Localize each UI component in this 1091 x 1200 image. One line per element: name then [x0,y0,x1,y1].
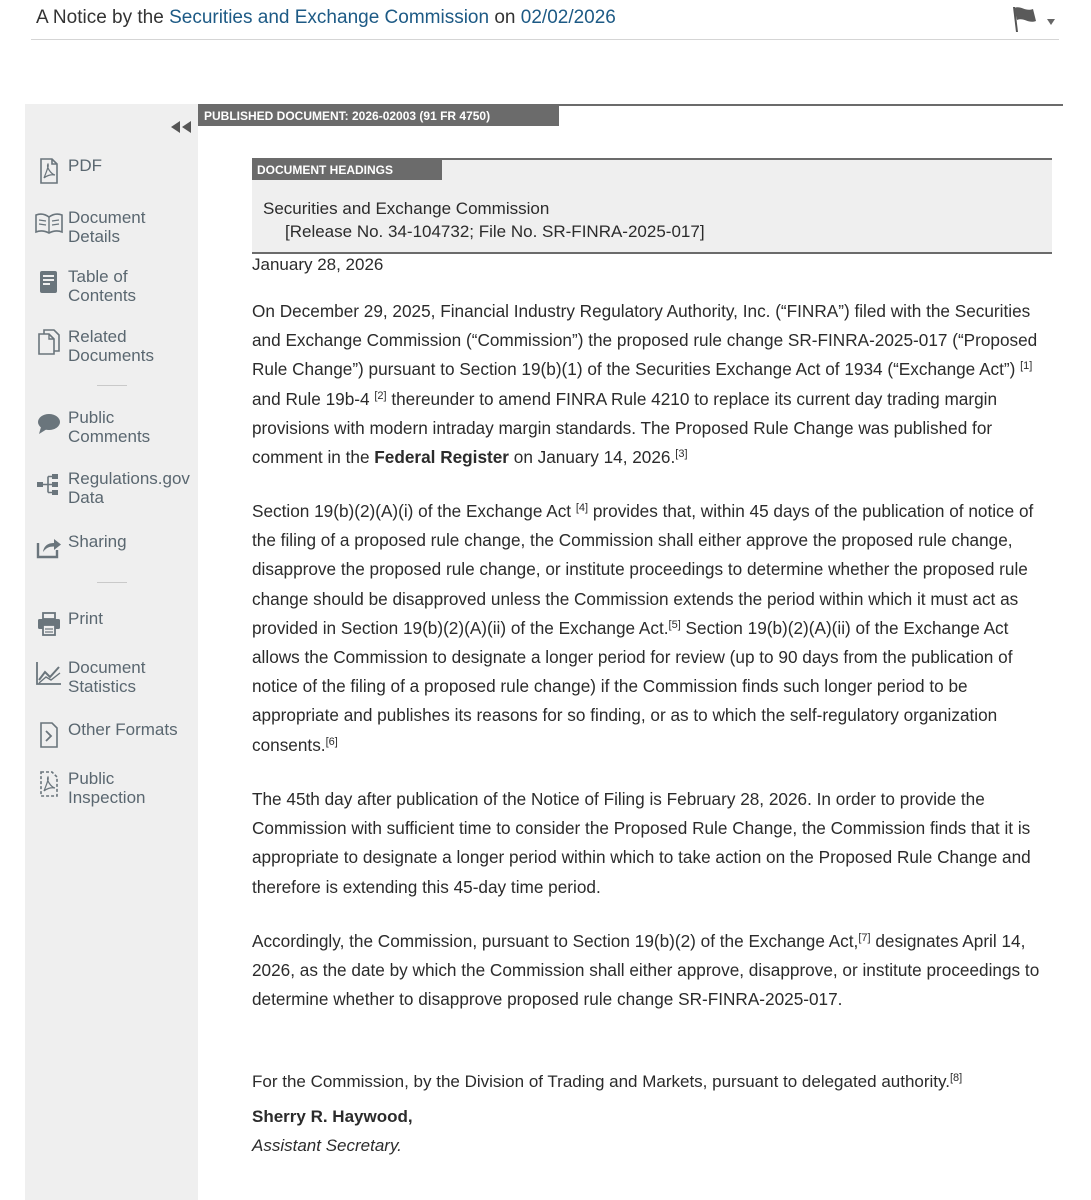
paragraph-3: The 45th day after publication of the Notice of Filing is February 28, 2026. In order to provide the Commission with sufficient time to consider the Proposed Rule Change, the Commission finds that it is appropriate to designate a longer period within which to take action on the Proposed Rule Change and therefore is extending this 45-day time period. [252,789,1031,897]
federal-register-term: Federal Register [374,447,509,468]
footnote-5-link[interactable]: [5] [668,618,681,631]
footnote-4-link[interactable]: [4] [575,502,589,514]
sidebar-item-other-formats[interactable] [35,720,200,748]
sidebar-item-label: Regulations.gov Data [68,469,190,507]
sidebar-item-label: Public Inspection [68,769,146,807]
headings-agency: Securities and Exchange Commission [263,199,550,218]
sidebar-item-label: Other Formats [68,720,178,739]
signature-statement: For the Commission, by the Division of Trading and Markets, pursuant to delegated authority.[8] [252,1072,963,1091]
share-icon [35,534,63,560]
sidebar-divider [97,385,127,386]
document-sidebar [25,104,198,1200]
paragraph-2: Section 19(b)(2)(A)(i) of the Exchange Act [4] provides that, within 45 days of the publication of notice of the filing of a proposed rule change, the Commission shall either approve the proposed rule change, disapprove the proposed rule change, or institute proceedings to determine whether the proposed rule change should be disapproved unless the Commission extends the period within which it must act as provided in Section 19(b)(2)(A)(ii) of the Exchange Act.[5] Section 19(b)(2)(A)(ii) of the Exchange Act allows the Commission to designate a longer period for review (up to 90 days from the publication of notice of the filing of a proposed rule change) if the Commission finds such longer period to be appropriate and publishes its reasons for so finding, or as to which the self-regulatory organization consents.[6] [252,501,1034,755]
double-chevron-left-icon [170,120,192,134]
footnote-8-link[interactable]: [8] [949,1072,963,1084]
paragraph-4: Accordingly, the Commission, pursuant to Section 19(b)(2) of the Exchange Act,[7] designates April 14, 2026, as the date by which the Commission shall either approve, disapprove, or institute proceedings to determine whether to disapprove proposed rule change SR-FINRA-2025-017. [252,931,1040,1010]
sidebar-item-related-documents[interactable] [35,327,200,365]
document-headings-label: DOCUMENT HEADINGS [252,160,442,180]
flag-dropdown-button[interactable] [1009,4,1057,34]
sidebar-item-table-of-contents[interactable] [35,267,200,305]
publication-date-link[interactable]: 02/02/2026 [520,7,616,28]
footnote-7-link[interactable]: [7] [858,932,871,944]
sidebar-divider [97,582,127,583]
sidebar-item-sharing[interactable] [35,532,200,560]
sidebar-item-label: Related Documents [68,327,154,365]
sidebar-item-print[interactable] [35,609,200,637]
comment-icon [35,410,63,436]
sidebar-item-label: Document Statistics [68,658,146,696]
document-body [198,104,1063,1200]
headings-release: [Release No. 34-104732; File No. SR-FINRA-2025-017] [285,222,705,241]
sidebar-item-label: Print [68,609,103,628]
formats-icon [35,722,63,748]
sidebar-item-document-statistics[interactable] [35,658,200,696]
sidebar-item-label: PDF [68,156,102,175]
share-tree-icon [35,471,63,497]
book-icon [35,210,63,236]
collapse-sidebar-button[interactable] [170,120,192,134]
inspection-icon [35,771,63,797]
notice-byline [36,7,616,29]
sidebar-item-regulations-gov-data[interactable] [35,469,200,507]
document-header [31,0,1059,40]
published-document-label: PUBLISHED DOCUMENT: 2026-02003 (91 FR 4750) [198,106,559,126]
footnote-2-link[interactable]: [2] [374,389,387,402]
footnote-1-link[interactable]: [1] [1020,360,1033,373]
footnote-6-link[interactable]: [6] [325,735,338,748]
chevron-down-icon [1047,19,1055,25]
flag-icon [1009,4,1057,34]
signer-name: Sherry R. Haywood, [252,1107,413,1126]
print-icon [35,611,63,637]
document-headings [252,158,1052,254]
notice-on: on [494,7,516,28]
document-date: January 28, 2026 [252,255,384,274]
pdf-icon [35,158,63,184]
documents-icon [35,329,63,355]
signer-title: Assistant Secretary. [252,1136,402,1155]
sidebar-item-label: Public Comments [68,408,151,446]
sidebar-item-public-inspection[interactable] [35,769,200,807]
sidebar-item-public-comments[interactable] [35,408,200,446]
paragraph-1: On December 29, 2025, Financial Industry Regulatory Authority, Inc. (“FINRA”) filed with the Securities and Exchange Commission (“Commission”) the proposed rule change SR-FINRA-2025-017 (“Proposed Rule Change”) pursuant to Section 19(b)(1) of the Securities Exchange Act of 1934 (“Exchange Act”) [1] and Rule 19b-4 [2] thereunder to amend FINRA Rule 4210 to replace its current day trading margin provisions with modern intraday margin standards. The Proposed Rule Change was published for comment in the Federal Register on January 14, 2026.[3] [252,301,1038,468]
footnote-3-link[interactable]: [3] [675,448,688,461]
notice-prefix: A Notice by the [36,7,164,28]
sidebar-item-pdf[interactable] [35,156,200,184]
agency-link[interactable]: Securities and Exchange Commission [169,7,490,28]
sidebar-item-label: Sharing [68,532,127,551]
sidebar-item-label: Document Details [68,208,146,246]
toc-icon [35,269,63,295]
sidebar-item-label: Table of Contents [68,267,137,305]
chart-icon [35,660,63,686]
sidebar-item-document-details[interactable] [35,208,200,246]
